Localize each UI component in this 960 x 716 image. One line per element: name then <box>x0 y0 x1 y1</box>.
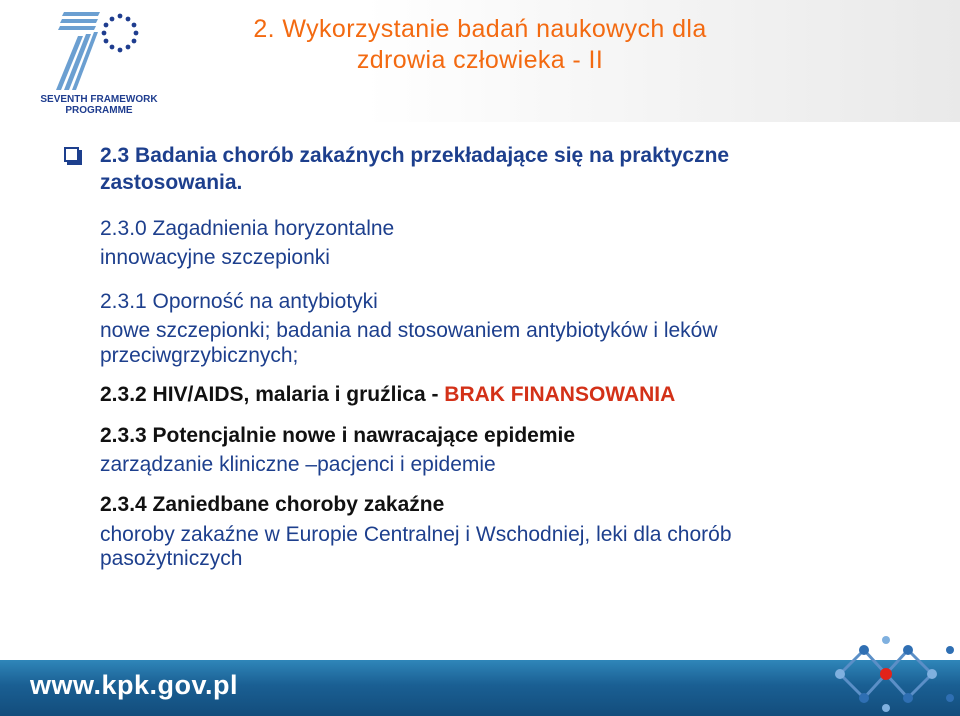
logo-text-line1: SEVENTH FRAMEWORK <box>40 94 158 105</box>
topic-desc-2-3-4-line2: pasożytniczych <box>100 547 243 570</box>
topic-desc-2-3-1-line2: przeciwgrzybicznych; <box>100 344 299 367</box>
seventh-framework-programme-logo <box>40 6 158 118</box>
funding-status-note: BRAK FINANSOWANIA <box>444 383 676 406</box>
page-title-line2: zdrowia człowieka - II <box>356 46 604 74</box>
topic-desc-2-3-0: innowacyjne szczepionki <box>100 246 330 269</box>
page-title-line1: 2. Wykorzystanie badań naukowych dla <box>253 15 707 43</box>
kpk-network-logo-icon <box>820 630 960 716</box>
topic-desc-2-3-4-line1: choroby zakaźne w Europie Centralnej i Wschodniej, leki dla chorób <box>100 523 732 546</box>
topic-heading-2-3-2 <box>100 382 675 407</box>
topic-heading-2-3-4: 2.3.4 Zaniedbane choroby zakaźne <box>100 493 445 516</box>
checkbox-bullet-icon <box>64 147 79 162</box>
logo-text-line2: PROGRAMME <box>65 105 133 116</box>
topic-heading-2-3-2-text: 2.3.2 HIV/AIDS, malaria i gruźlica - <box>100 383 445 406</box>
topic-desc-2-3-1-line1: nowe szczepionki; badania nad stosowaniem antybiotyków i leków <box>100 319 718 342</box>
eu-stars-icon <box>102 14 139 53</box>
number-seven-stripes <box>56 12 100 90</box>
topic-desc-2-3-3: zarządzanie kliniczne –pacjenci i epidemie <box>100 453 496 476</box>
footer-url[interactable]: www.kpk.gov.pl <box>30 670 239 700</box>
header <box>0 0 960 122</box>
page-title <box>200 14 760 76</box>
topic-heading-2-3-1: 2.3.1 Oporność na antybiotyki <box>100 290 378 313</box>
topic-heading-2-3-3: 2.3.3 Potencjalnie nowe i nawracające epidemie <box>100 424 576 447</box>
section-title-line2: zastosowania. <box>100 171 243 194</box>
section-title-line1: 2.3 Badania chorób zakaźnych przekładające się na praktyczne <box>100 144 730 167</box>
footer-bar <box>0 660 960 716</box>
topic-heading-2-3-0: 2.3.0 Zagadnienia horyzontalne <box>100 217 395 240</box>
